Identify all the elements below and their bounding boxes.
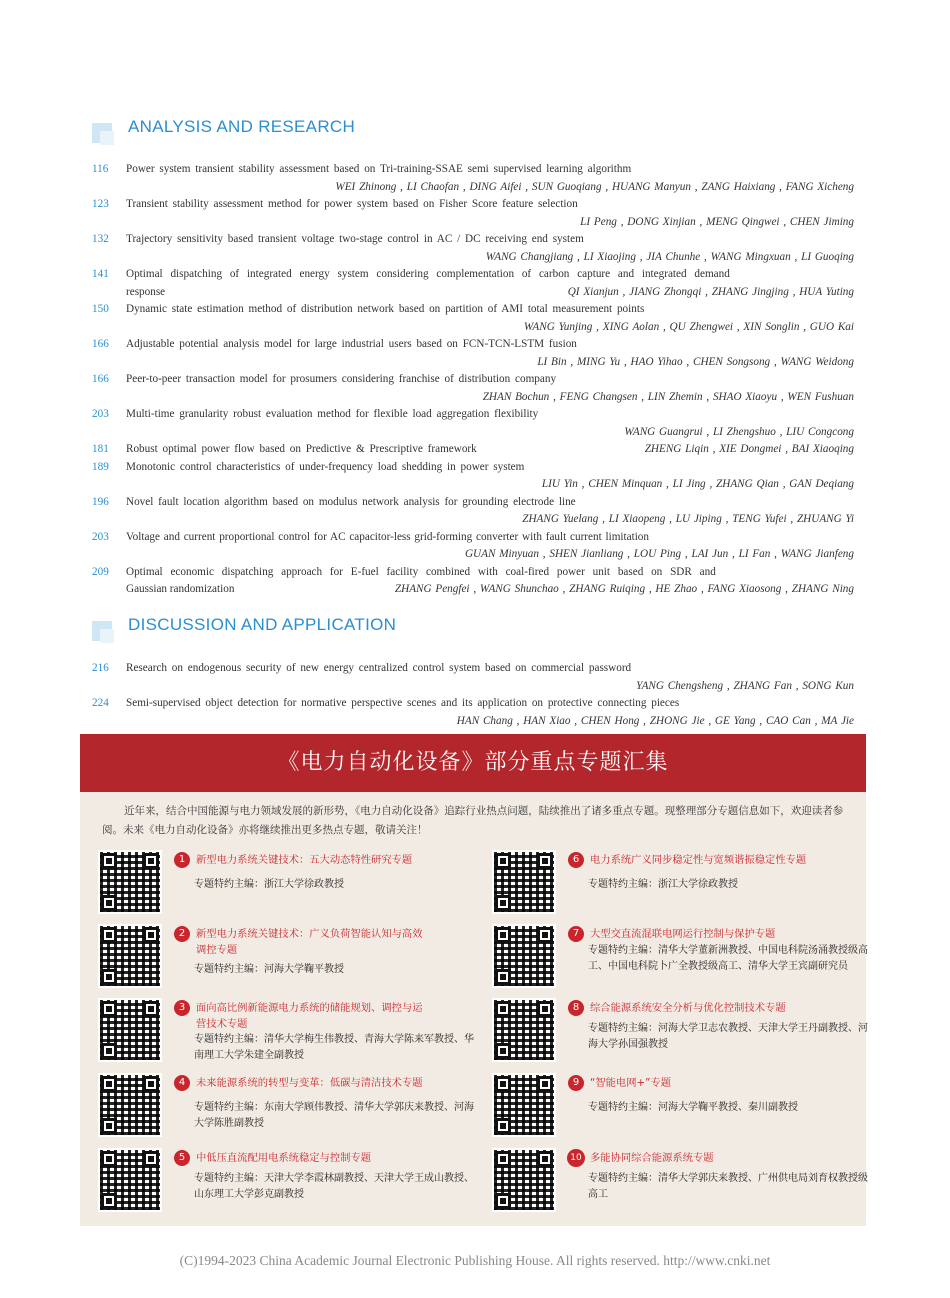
article-title: Robust optimal power flow based on Predictive & Prescriptive framework [126,443,477,455]
qr-code-icon[interactable] [492,1073,556,1137]
article-authors: ZHANG Pengfei , WANG Shunchao , ZHANG Ruiqing , HE Zhao , FANG Xiaosong , ZHANG Ning [394,583,854,595]
topic-name: 未来能源系统的转型与变革：低碳与清洁技术专题 [196,1077,423,1089]
article-title: Multi-time granularity robust evaluation method for flexible load aggregation flexibility [126,408,539,420]
page-number: 203 [92,530,109,543]
article-title: Adjustable potential analysis model for large industrial users based on FCN-TCN-LSTM fusion [126,338,577,350]
qr-code-icon[interactable] [98,924,162,988]
toc-entry[interactable] [92,564,854,599]
article-title: Novel fault location algorithm based on modulus network analysis for grounding electrode line [126,495,576,508]
topic-number: 4 [174,1075,190,1091]
topic-name: 面向高比例新能源电力系统的储能规划、调控与运营技术专题 [196,1002,423,1030]
qr-code-icon[interactable] [492,850,556,914]
article-authors: QI Xianjun , JIANG Zhongqi , ZHANG Jingjing , HUA Yuting [567,285,854,298]
page-number: 132 [92,233,109,245]
page-number: 196 [92,495,109,508]
toc-entry[interactable] [92,494,854,529]
toc-entry[interactable] [92,406,854,441]
topic-editor: 专题特约主编：天津大学李霞林副教授、天津大学王成山教授、山东理工大学彭克副教授 [194,1173,474,1200]
topic-name: 中低压直流配用电系统稳定与控制专题 [196,1152,372,1164]
section-title: ANALYSIS AND RESEARCH [128,117,356,136]
page-number: 116 [92,163,109,175]
page-number: 203 [92,408,109,420]
article-title-continued: Gaussian randomization [126,583,235,595]
topic-number: 10 [567,1149,585,1167]
article-authors: ZHANG Yuelang , LI Xiaopeng , LU Jiping , TENG Yufei , ZHUANG Yi [522,513,854,525]
article-authors: WANG Guangrui , LI Zhengshuo , LIU Congcong [624,425,854,438]
topic-number: 1 [174,852,190,868]
topic-number: 8 [568,1000,584,1016]
section-square-icon [92,123,112,143]
toc-entry[interactable] [92,336,854,371]
section-square-icon [92,621,112,641]
topic-editor: 专题特约主编：河海大学鞠平教授、秦川副教授 [588,1102,798,1113]
toc-entry[interactable] [92,441,854,459]
qr-code-icon[interactable] [98,1148,162,1212]
topic-editor: 专题特约主编：清华大学梅生伟教授、青海大学陈来军教授、华南理工大学朱建全副教授 [194,1034,474,1061]
qr-code-icon[interactable] [98,850,162,914]
article-authors: LI Bin , MING Yu , HAO Yihao , CHEN Songsong , WANG Weidong [537,355,854,368]
topic-item[interactable] [98,1073,474,1137]
article-title: Dynamic state estimation method of distribution network based on partition of AMI total measurement points [126,303,645,315]
toc-entry[interactable] [92,529,854,564]
toc-entry[interactable] [92,196,854,231]
banner-intro: 近年来，结合中国能源与电力领域发展的新形势，《电力自动化设备》追踪行业热点问题，陆续推出了诸多重点专题。现整理部分专题信息如下，欢迎读者参阅。未来《电力自动化设备》亦将继续推出更多热点专题，敬请关注！ [102,805,844,836]
topic-number: 7 [568,926,584,942]
toc-entry[interactable] [92,371,854,406]
topic-item[interactable] [98,998,474,1062]
topic-editor: 专题特约主编：河海大学卫志农教授、天津大学王丹副教授、河海大学孙国强教授 [588,1023,868,1050]
page-number: 209 [92,565,109,578]
special-topics-banner [80,734,866,1226]
topic-number: 2 [174,926,190,942]
copyright-footer: (C)1994-2023 China Academic Journal Electronic Publishing House. All rights reserved. http://www.cnki.net [179,1253,771,1268]
topic-item[interactable] [492,850,832,914]
article-title-continued: response [126,285,166,298]
article-title: Voltage and current proportional control for AC capacitor-less grid-forming converter with fault current limitation [126,530,649,543]
topic-item[interactable] [492,1148,868,1212]
qr-code-icon[interactable] [98,998,162,1062]
topic-number: 5 [174,1150,190,1166]
page-number: 189 [92,460,109,473]
topic-name: 新型电力系统关键技术：广义负荷智能认知与高效调控专题 [196,928,423,956]
page-number: 224 [92,697,109,709]
article-title: Power system transient stability assessment based on Tri-training-SSAE semi supervised learning algorithm [126,163,632,175]
toc-entry[interactable] [92,695,854,730]
article-title: Research on endogenous security of new energy centralized control system based on commercial password [126,662,632,674]
topic-number: 6 [568,852,584,868]
topic-editor: 专题特约主编：东南大学顾伟教授、清华大学郭庆来教授、河海大学陈胜副教授 [194,1102,474,1129]
article-title: Optimal economic dispatching approach for E-fuel facility combined with coal-fired power unit based on SDR and [126,565,716,578]
topic-item[interactable] [492,998,868,1062]
section-title: DISCUSSION AND APPLICATION [128,615,397,634]
topic-editor: 专题特约主编：河海大学鞠平教授 [194,964,344,975]
topic-name: “智能电网+”专题 [590,1077,672,1089]
article-authors: HAN Chang , HAN Xiao , CHEN Hong , ZHONG Jie , GE Yang , CAO Can , MA Jie [456,714,854,727]
page-number: 166 [92,338,109,350]
toc-entry[interactable] [92,301,854,336]
toc-entry[interactable] [92,161,854,196]
topic-number: 9 [568,1075,584,1091]
topic-name: 多能协同综合能源系统专题 [590,1152,714,1164]
toc-list-discussion [92,660,854,730]
page-number: 166 [92,373,109,385]
article-authors: YANG Chengsheng , ZHANG Fan , SONG Kun [636,679,854,692]
article-authors: WANG Changjiang , LI Xiaojing , JIA Chunhe , WANG Mingxuan , LI Guoqing [485,250,854,263]
toc-entry[interactable] [92,660,854,695]
article-authors: WANG Yunjing , XING Aolan , QU Zhengwei , XIN Songlin , GUO Kai [523,320,854,333]
page-number: 123 [92,198,109,210]
topic-item[interactable] [98,850,438,914]
toc-list-analysis [92,161,854,599]
qr-code-icon[interactable] [492,924,556,988]
article-title: Peer-to-peer transaction model for prosumers considering franchise of distribution company [126,373,557,385]
topic-name: 电力系统广义同步稳定性与宽频谐振稳定性专题 [590,854,807,866]
topic-name: 大型交直流混联电网运行控制与保护专题 [590,928,776,940]
topic-editor: 专题特约主编：清华大学董新洲教授、中国电科院汤涌教授级高工、中国电科院卜广全教授级高工、清华大学王宾副研究员 [588,945,868,972]
article-title: Monotonic control characteristics of under-frequency load shedding in power system [126,460,525,473]
topic-name: 综合能源系统安全分析与优化控制技术专题 [590,1002,786,1014]
toc-entry[interactable] [92,459,854,494]
article-title: Transient stability assessment method for power system based on Fisher Score feature selection [126,198,578,210]
topic-number: 3 [174,1000,190,1016]
page-number: 181 [92,443,109,455]
topic-item[interactable] [492,924,868,988]
qr-code-icon[interactable] [98,1073,162,1137]
toc-entry[interactable] [92,266,854,301]
section-header-analysis [92,117,492,147]
page-number: 141 [92,268,109,280]
topic-item[interactable] [98,1148,474,1212]
article-title: Trajectory sensitivity based transient voltage two-stage control in AC / DC receiving end system [126,233,584,245]
topic-editor: 专题特约主编：清华大学郭庆来教授、广州供电局刘育权教授级高工 [588,1173,868,1200]
qr-code-icon[interactable] [492,1148,556,1212]
page-number: 216 [92,662,109,674]
article-title: Semi-supervised object detection for normative perspective scenes and its application on protective connecting pieces [126,697,680,709]
toc-entry[interactable] [92,231,854,266]
article-title: Optimal dispatching of integrated energy system considering complementation of carbon capture and integrated demand [126,268,730,280]
topic-editor: 专题特约主编：浙江大学徐政教授 [194,879,344,890]
topic-item[interactable] [492,1073,832,1137]
qr-code-icon[interactable] [492,998,556,1062]
page-number: 150 [92,303,109,315]
section-header-discussion [92,615,492,645]
article-authors: WEI Zhinong , LI Chaofan , DING Aifei , SUN Guoqiang , HUANG Manyun , ZANG Haixiang , FANG Xicheng [335,180,854,193]
article-authors: ZHENG Liqin , XIE Dongmei , BAI Xiaoqing [644,443,854,455]
article-authors: GUAN Minyuan , SHEN Jianliang , LOU Ping , LAI Jun , LI Fan , WANG Jianfeng [464,548,854,560]
topic-item[interactable] [98,924,438,988]
banner-title: 《电力自动化设备》部分重点专题汇集 [80,734,866,792]
article-authors: ZHAN Bochun , FENG Changsen , LIN Zhemin , SHAO Xiaoyu , WEN Fushuan [482,390,854,403]
article-authors: LIU Yin , CHEN Minquan , LI Jing , ZHANG Qian , GAN Deqiang [541,478,854,490]
article-authors: LI Peng , DONG Xinjian , MENG Qingwei , CHEN Jiming [580,215,854,228]
topic-editor: 专题特约主编：浙江大学徐政教授 [588,879,738,890]
topic-name: 新型电力系统关键技术：五大动态特性研究专题 [196,854,413,866]
